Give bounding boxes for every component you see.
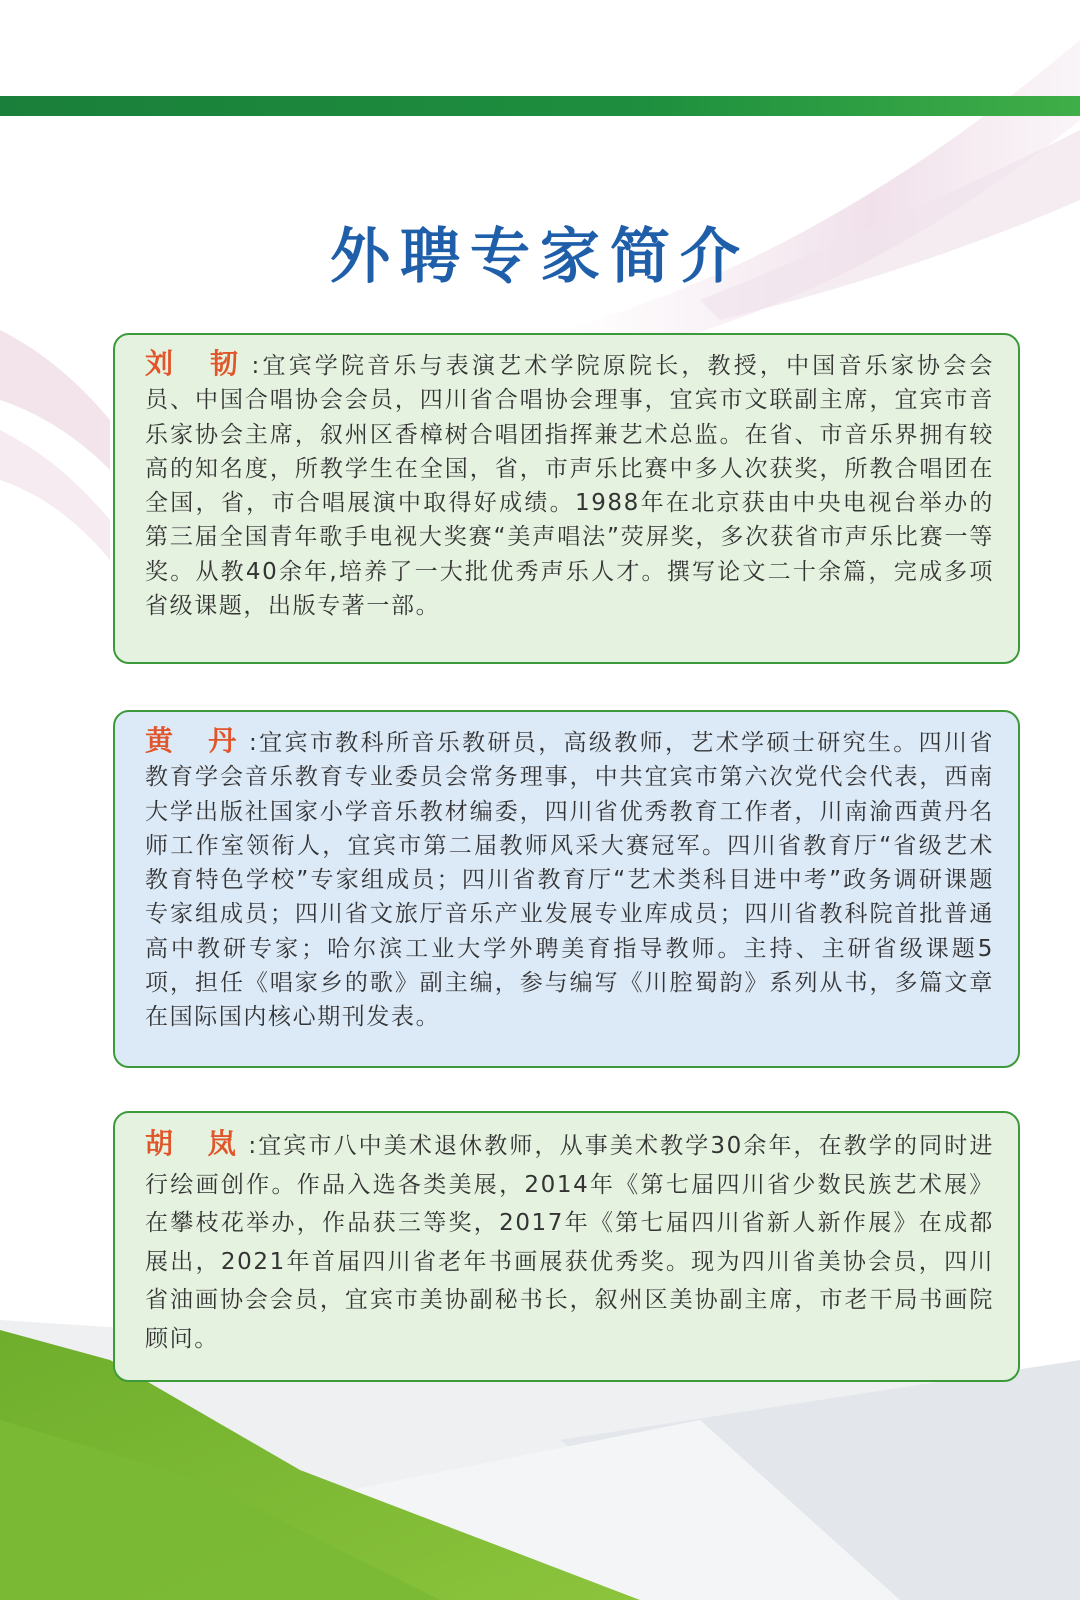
colon: : (249, 730, 259, 756)
expert-bio: 宜宾学院音乐与表演艺术学院原院长，教授，中国音乐家协会会员、中国合唱协会会员，四川省合唱协会理事，宜宾市文联副主席，宜宾市音乐家协会主席，叙州区香樟树合唱团指挥兼艺术总监。在省、市音乐界拥有较高的知名度，所教学生在全国，省，市声乐比赛中多人次获奖，所教合唱团在全国，省，市合唱展演中取得好成绩。1988年在北京获由中央电视台举办的第三届全国青年歌手电视大奖赛“美声唱法”荧屏奖，多次获省市声乐比赛一等奖。从教40余年,培养了一大批优秀声乐人才。撰写论文二十余篇，完成多项省级课题，出版专著一部。 (145, 353, 994, 620)
expert-card-liu (113, 333, 1020, 664)
expert-bio: 宜宾市八中美术退休教师，从事美术教学30余年，在教学的同时进行绘画创作。作品入选各类美展，2014年《第七届四川省少数民族艺术展》在攀枝花举办，作品获三等奖，2017年《第七届四川省新人新作展》在成都展出，2021年首届四川省老年书画展获优秀奖。现为四川省美协会员，四川省油画协会会员，宜宾市美协副秘书长，叙州区美协副主席，市老干局书画院顾问。 (145, 1133, 994, 1352)
page-title: 外聘专家简介 (330, 222, 750, 292)
expert-bio: 宜宾市教科所音乐教研员，高级教师，艺术学硕士研究生。四川省教育学会音乐教育专业委员会常务理事，中共宜宾市第六次党代会代表，西南大学出版社国家小学音乐教材编委，四川省优秀教育工作者，川南渝西黄丹名师工作室领衔人，宜宾市第二届教师风采大赛冠军。四川省教育厅“省级艺术教育特色学校”专家组成员；四川省教育厅“艺术类科目进中考”政务调研课题专家组成员；四川省文旅厅音乐产业发展专业库成员；四川省教科院首批普通高中教研专家；哈尔滨工业大学外聘美育指导教师。主持、主研省级课题5项，担任《唱家乡的歌》副主编，参与编写《川腔蜀韵》系列从书，多篇文章在国际国内核心期刊发表。 (145, 730, 994, 1031)
expert-name: 胡 岚 (145, 1127, 249, 1160)
expert-name: 刘 韧 (145, 347, 252, 380)
colon: : (248, 1133, 258, 1159)
expert-name: 黄 丹 (145, 724, 250, 757)
expert-card-huang (113, 710, 1020, 1068)
colon: : (251, 353, 261, 379)
expert-card-hu (113, 1111, 1020, 1382)
